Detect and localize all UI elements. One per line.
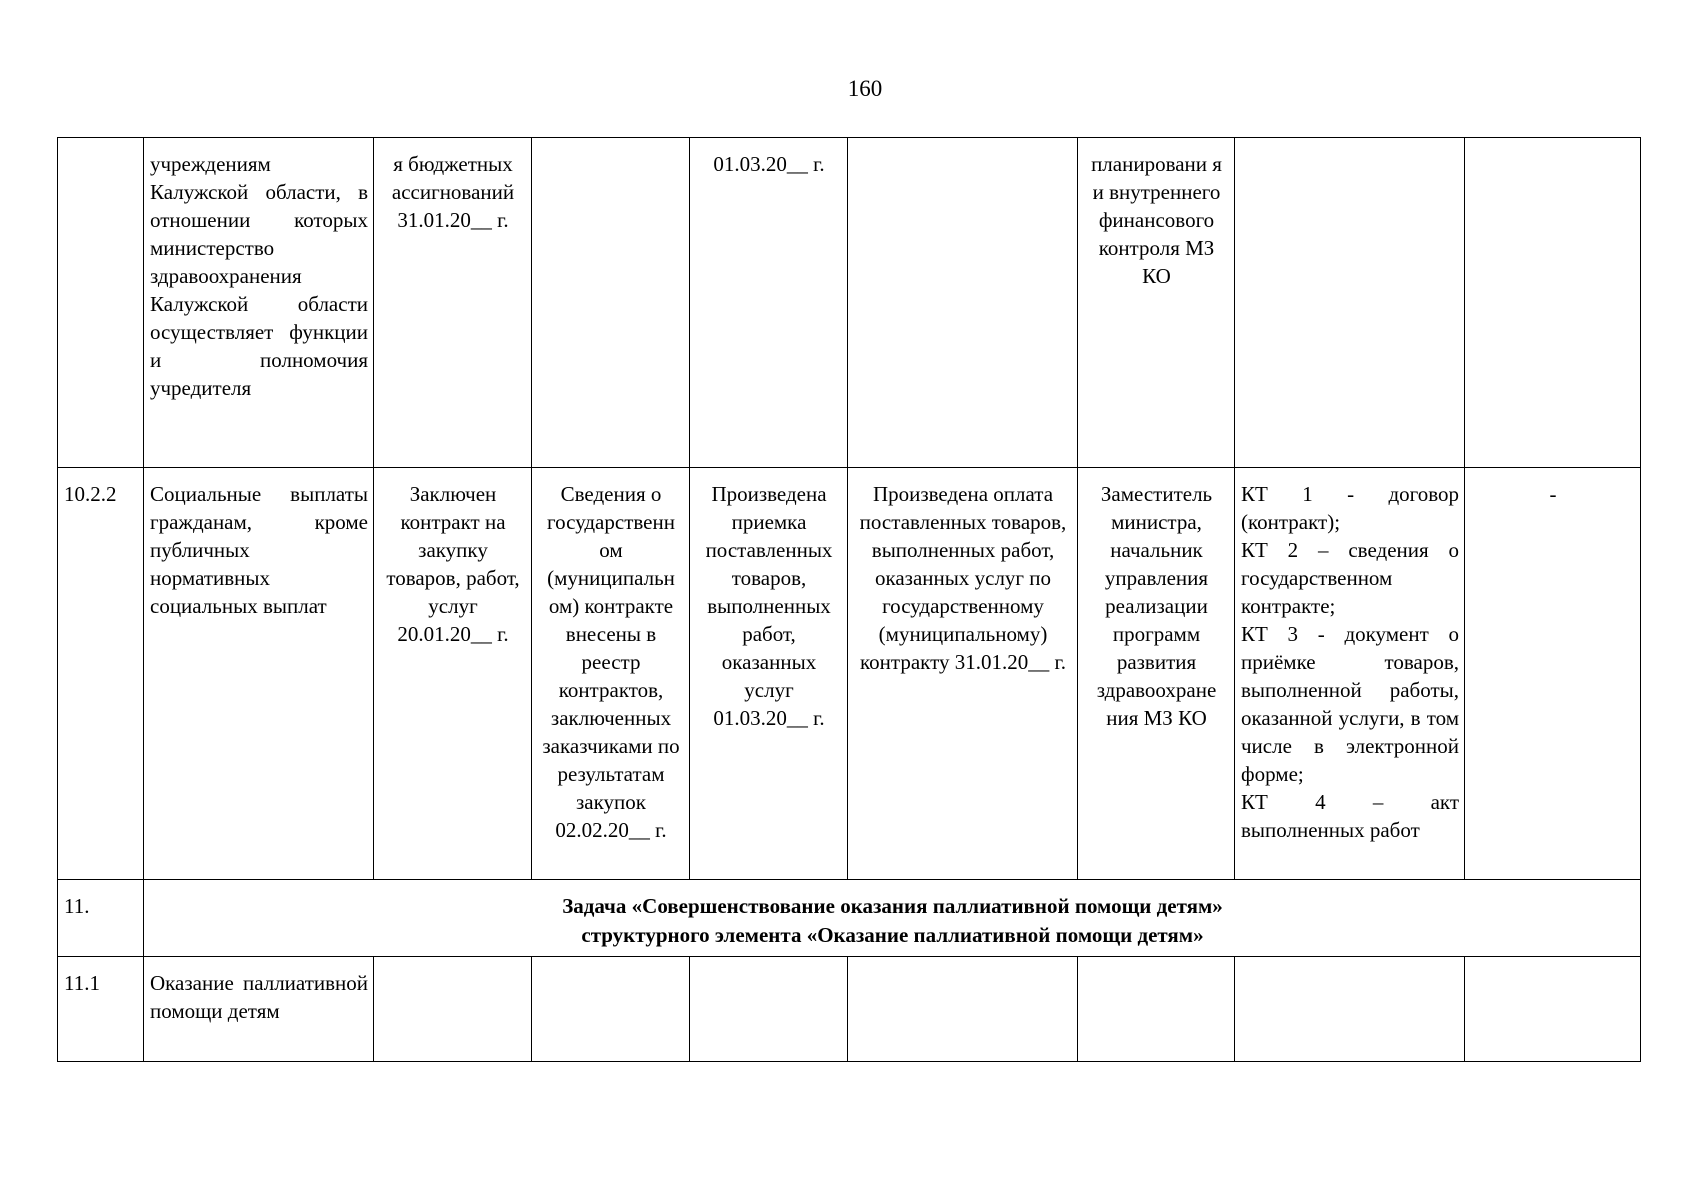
control-point-4-cell: Произведена оплата поставленных товаров, выполненных работ, оказанных услуг по государственному (муниципальному) контракту 31.01.20__ г.: [848, 468, 1078, 880]
table-row: [58, 468, 1641, 880]
empty-cell: [532, 957, 690, 1062]
row-number-cell: 10.2.2: [58, 468, 144, 880]
control-point-2-cell: Сведения о государственн ом (муниципальн ом) контракте внесены в реестр контрактов, заключенных заказчиками по результатам закупок 02.02.20__ г.: [532, 468, 690, 880]
control-point-3-cell: 01.03.20__ г.: [690, 138, 848, 468]
documents-cell: [1235, 138, 1465, 468]
table-row: [58, 138, 1641, 468]
empty-cell: [690, 957, 848, 1062]
row-number-cell: 11.1: [58, 957, 144, 1062]
task-title-line-1: Задача «Совершенствование оказания паллиативной помощи детям»: [562, 894, 1223, 918]
page-number: 160: [847, 76, 883, 101]
control-point-2-cell: [532, 138, 690, 468]
empty-cell: [848, 957, 1078, 1062]
empty-cell: [1078, 957, 1235, 1062]
task-title-cell: [144, 880, 1641, 957]
empty-cell: [1235, 957, 1465, 1062]
control-points-table: [57, 137, 1641, 1062]
table-row: [58, 957, 1641, 1062]
empty-cell: [374, 957, 532, 1062]
event-name-cell: учреждениям Калужской области, в отношении которых министерство здравоохранения Калужской области осуществляет функции и полномочия учредителя: [144, 138, 374, 468]
control-point-1-cell: Заключен контракт на закупку товаров, работ, услуг 20.01.20__ г.: [374, 468, 532, 880]
control-point-3-cell: Произведена приемка поставленных товаров, выполненных работ, оказанных услуг 01.03.20__ г.: [690, 468, 848, 880]
responsible-cell: Заместитель министра, начальник управления реализации программ развития здравоохране ния МЗ КО: [1078, 468, 1235, 880]
control-point-4-cell: [848, 138, 1078, 468]
event-name-cell: Оказание паллиативной помощи детям: [144, 957, 374, 1062]
row-number-cell: 11.: [58, 880, 144, 957]
task-title-line-2: структурного элемента «Оказание паллиативной помощи детям»: [581, 923, 1204, 947]
last-cell: [1465, 138, 1641, 468]
event-name-cell: Социальные выплаты гражданам, кроме публичных нормативных социальных выплат: [144, 468, 374, 880]
task-row: [58, 880, 1641, 957]
responsible-cell: планировани я и внутреннего финансового контроля МЗ КО: [1078, 138, 1235, 468]
empty-cell: [1465, 957, 1641, 1062]
control-point-1-cell: я бюджетных ассигнований 31.01.20__ г.: [374, 138, 532, 468]
last-cell: -: [1465, 468, 1641, 880]
row-number-cell: [58, 138, 144, 468]
documents-cell: КТ 1 - договор (контракт); КТ 2 – сведения о государственном контракте; КТ 3 - документ о приёмке товаров, выполненной работы, оказанной услуги, в том числе в электронной форме; КТ 4 – акт выполненных работ: [1235, 468, 1465, 880]
